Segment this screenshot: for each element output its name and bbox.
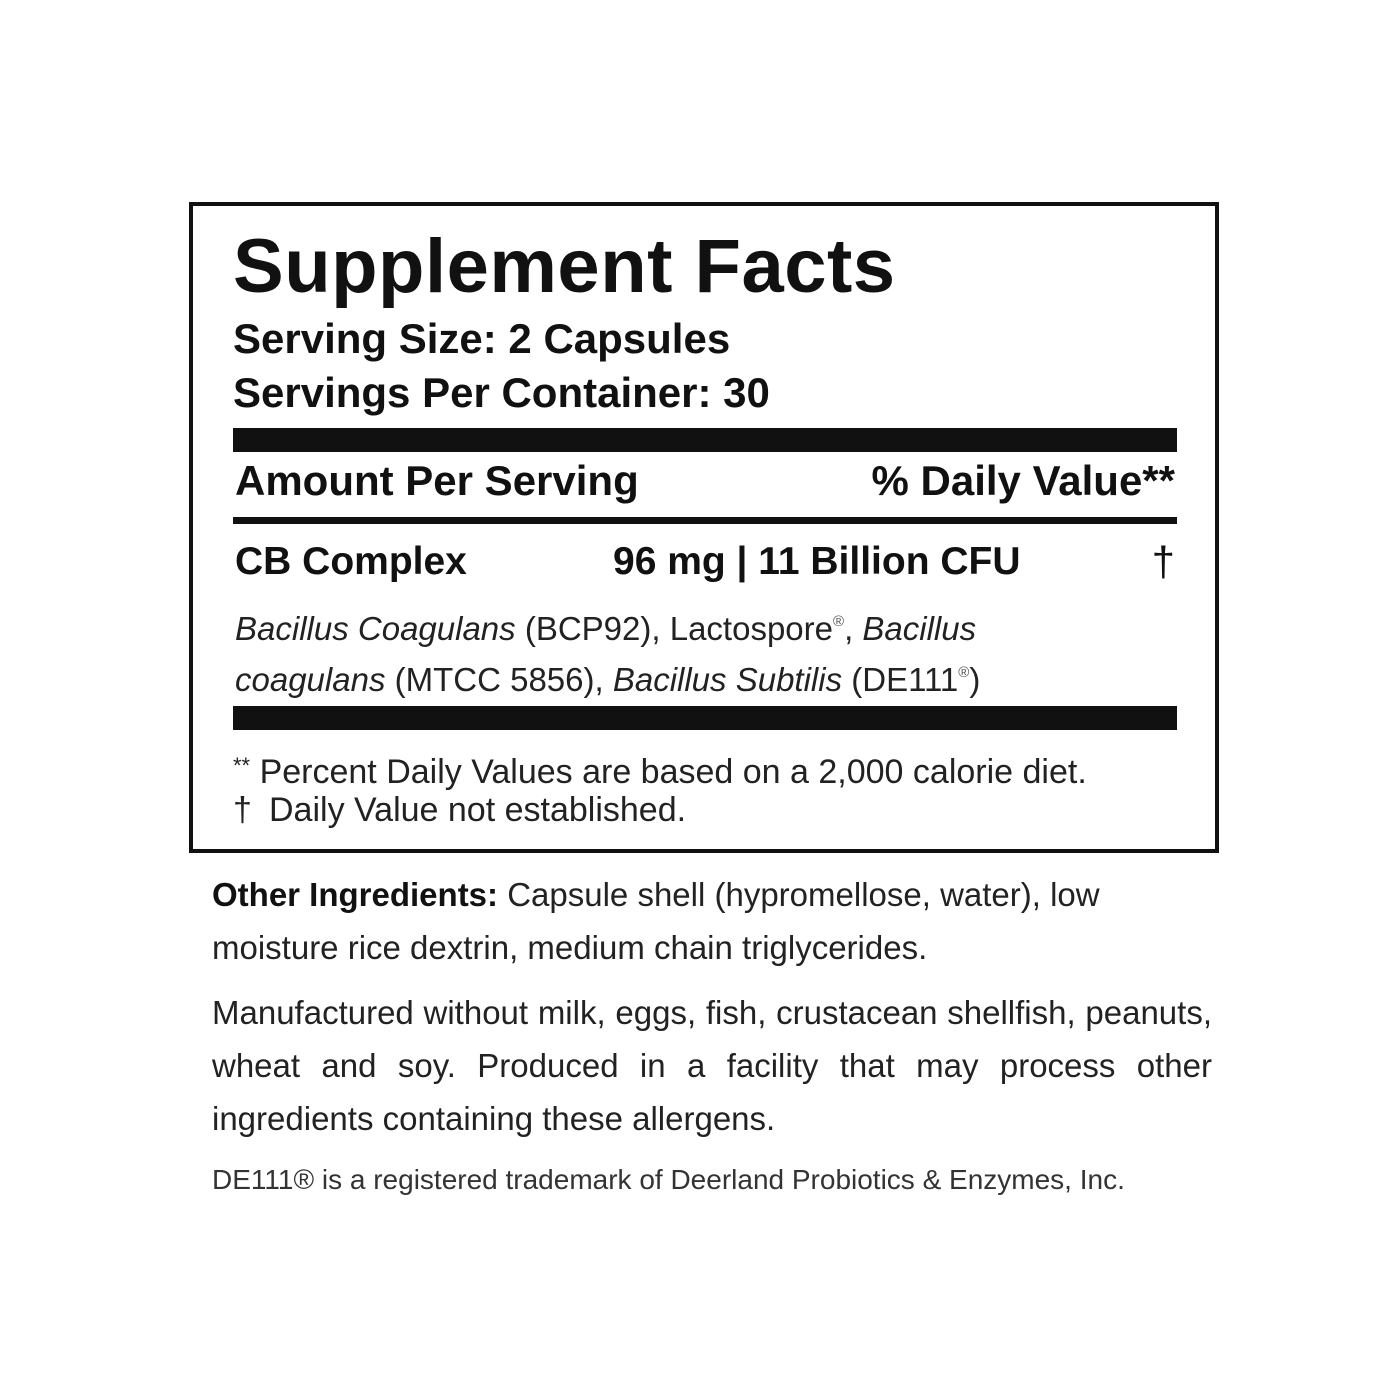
other-ingredients (212, 868, 1212, 974)
strain-3-name: Bacillus Subtilis (612, 661, 843, 698)
ingredient-daily-value: † (1151, 538, 1175, 585)
strain-2-code: (MTCC 5856), (385, 661, 613, 698)
footnote-daily-values (233, 744, 1087, 794)
dagger-mark: † (233, 791, 252, 829)
trademark-notice: DE111® is a registered trademark of Deerland Probiotics & Enzymes, Inc. (212, 1164, 1125, 1195)
close-paren: ) (969, 661, 981, 698)
strain-list (235, 600, 1135, 702)
ingredient-amount: 96 mg | 11 Billion CFU (613, 540, 1021, 583)
footnote-not-established-text: Daily Value not established. (269, 791, 687, 829)
footnote-asterisks: ** (233, 753, 251, 778)
amount-per-serving-header: Amount Per Serving (235, 457, 639, 504)
footnote-daily-values-text: Percent Daily Values are based on a 2,000 calorie diet. (250, 753, 1087, 791)
registered-mark: ® (833, 613, 845, 630)
daily-value-header: % Daily Value** (871, 457, 1175, 504)
other-ingredients-label: Other Ingredients: (212, 876, 499, 913)
thick-divider-top (233, 428, 1177, 452)
ingredient-name: CB Complex (235, 540, 467, 583)
serving-size: Serving Size: 2 Capsules (233, 315, 731, 362)
servings-per-container: Servings Per Container: 30 (233, 369, 770, 416)
registered-mark: ® (958, 664, 970, 681)
strain-2-name: Bacillus coagulans (235, 610, 977, 698)
separator: , (844, 610, 863, 647)
strain-1-code: (BCP92), Lactospore (515, 610, 833, 647)
footnote-not-established (233, 788, 686, 832)
supplement-facts-panel (189, 202, 1219, 853)
panel-title: Supplement Facts (233, 224, 896, 309)
strain-1-name: Bacillus Coagulans (235, 610, 516, 647)
allergen-statement: Manufactured without milk, eggs, fish, crustacean shellfish, peanuts, wheat and soy. Produced in a facility that may process other ingredients containing these allergens. (212, 994, 1212, 1137)
strain-3-code: (DE111 (842, 661, 959, 698)
thin-divider (233, 517, 1177, 524)
other-ingredients-text: Capsule shell (hypromellose, water), low moisture rice dextrin, medium chain triglycerides. (212, 876, 1100, 966)
thick-divider-bottom (233, 706, 1177, 730)
